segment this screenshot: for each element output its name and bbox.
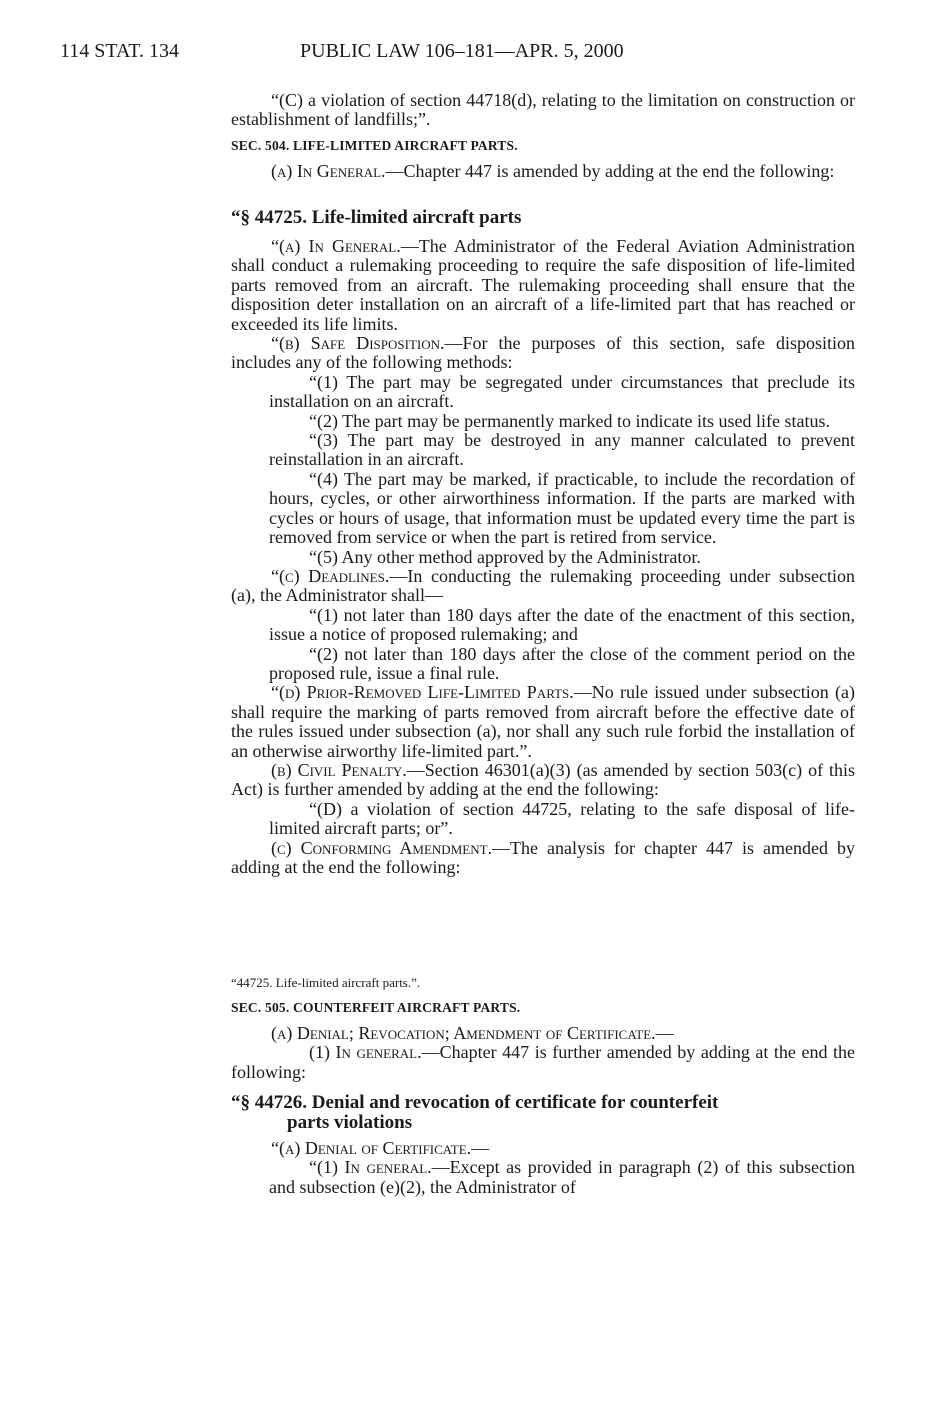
section-504-c: (c) Conforming Amendment.—The analysis for chapter 447 is amended by adding at the end the following: — [231, 837, 855, 877]
paragraph-b-safe-disposition: “(b) Safe Disposition.—For the purposes of this section, safe disposition includes any of the following methods: — [231, 333, 856, 373]
section-44725-title: “§ 44725. Life-limited aircraft parts — [231, 207, 522, 228]
paragraph-c-deadlines: “(c) Deadlines.—In conducting the rulemaking proceeding under subsection (a), the Administrator shall— — [231, 565, 855, 606]
paragraph-b2: “(2) The part may be permanently marked to indicate its used life status. — [309, 410, 830, 431]
section-505-heading: SEC. 505. COUNTERFEIT AIRCRAFT PARTS. — [231, 1000, 521, 1015]
paragraph-b5: “(5) Any other method approved by the Administrator. — [309, 546, 701, 567]
paragraph-a-general: “(a) In General.—The Administrator of the Federal Aviation Administration shall conduct a rulemaking proceeding to require the safe disposition of life-limited parts removed from an aircraft. The rulemaking proceeding shall ensure that the disposition deter installation on an aircraft of a life-limited part that has reached or exceeded its life limits. — [231, 236, 855, 334]
section-505-a: (a) Denial; Revocation; Amendment of Certificate.— (1) In general.—Chapter 447 is further amended by adding at the end the following: — [231, 1023, 855, 1082]
paragraph-d-violation: “(D) a violation of section 44725, relating to the safe disposal of life-limited aircraft parts; or”. — [269, 798, 855, 839]
paragraph-c1: “(1) not later than 180 days after the date of the enactment of this section, issue a notice of proposed rulemaking; and — [269, 604, 855, 645]
paragraph-b4: “(4) The part may be marked, if practicable, to include the recordation of hours, cycles, or other airworthiness information. If the parts are marked with cycles or hours of usage, that information must be updated every time the part is removed from service or when the part is retired from service. — [269, 468, 855, 548]
section-504-heading: SEC. 504. LIFE-LIMITED AIRCRAFT PARTS. — [231, 138, 518, 153]
paragraph-d-prior-removed: “(d) Prior-Removed Life-Limited Parts.—No rule issued under subsection (a) shall require the marking of parts removed from aircraft before the effective date of the rules issued under subsection (a), nor shall any such rule forbid the installation of an otherwise airworthy life-limited part.”. — [231, 682, 855, 761]
paragraph-c2: “(2) not later than 180 days after the close of the comment period on the proposed rule, issue a final rule. — [269, 643, 855, 683]
section-44725-body — [231, 237, 855, 877]
section-44726-body: “(a) Denial of Certificate.— “(1) In general.—Except as provided in paragraph (2) of this subsection and subsection (e)(2), the Administrator of — [269, 1138, 855, 1197]
paragraph-b1: “(1) The part may be segregated under circumstances that preclude its installation on an aircraft. — [269, 371, 855, 412]
section-504-b: (b) Civil Penalty.—Section 46301(a)(3) (as amended by section 503(c) of this Act) is further amended by adding at the end the following: — [231, 759, 855, 800]
public-law-citation: PUBLIC LAW 106–181—APR. 5, 2000 — [300, 40, 624, 62]
paragraph-c-violation: “(C) a violation of section 44718(d), relating to the limitation on construction or establishment of landfills;”. — [231, 90, 855, 130]
page-header — [60, 40, 860, 70]
analysis-table-entry: “44725. Life-limited aircraft parts.”. — [231, 975, 421, 990]
statute-page-number: 114 STAT. 134 — [60, 40, 179, 62]
section-44726-title: “§ 44726. Denial and revocation of certificate for counterfeit parts violations — [231, 1092, 719, 1133]
paragraph-b3: “(3) The part may be destroyed in any manner calculated to prevent reinstallation in an aircraft. — [269, 430, 855, 470]
section-504-a: (a) In General.—Chapter 447 is amended by adding at the end the following: — [271, 161, 835, 181]
